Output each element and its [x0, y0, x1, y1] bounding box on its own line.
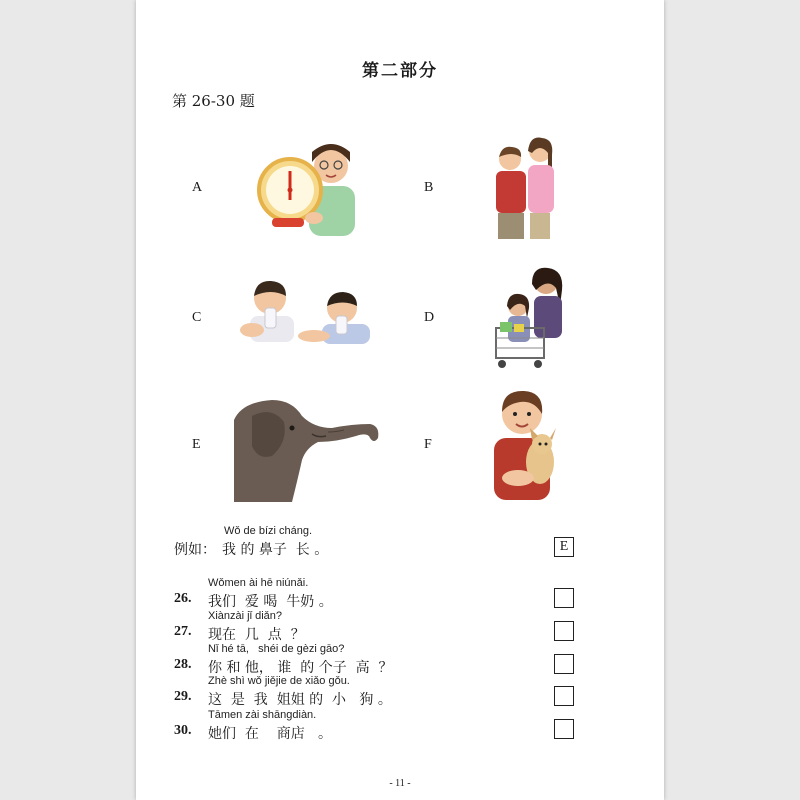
question-28-number: 28.: [174, 657, 192, 672]
question-27-answer-box[interactable]: [554, 621, 574, 641]
question-29-answer-box[interactable]: [554, 686, 574, 706]
example-answer-box: E: [554, 537, 574, 557]
picture-b-boy-girl: [492, 133, 562, 241]
exam-page: [136, 0, 664, 800]
option-label-d: D: [424, 310, 435, 325]
option-label-f: F: [424, 437, 432, 452]
question-28-pinyin: Nǐ hé tā, shéi de gèzi gāo?: [208, 643, 345, 655]
example-pinyin: Wǒ de bízi cháng.: [224, 525, 313, 537]
question-30-number: 30.: [174, 723, 192, 738]
question-28-answer-box[interactable]: [554, 654, 574, 674]
question-27-pinyin: Xiànzài jǐ diǎn?: [208, 610, 282, 622]
option-label-e: E: [192, 437, 201, 452]
question-29-pinyin: Zhè shì wǒ jiějie de xiǎo gǒu.: [208, 675, 350, 687]
picture-c-boys-milk: [238, 278, 374, 344]
question-30-hanzi: 她们 在 商店 。: [208, 726, 333, 742]
question-27-hanzi: 现在 几 点 ？: [208, 627, 305, 643]
option-label-a: A: [192, 180, 203, 195]
question-26-number: 26.: [174, 591, 192, 606]
question-26-pinyin: Wǒmen ài hē niúnǎi.: [208, 577, 309, 589]
question-30-pinyin: Tāmen zài shāngdiàn.: [208, 709, 317, 721]
question-26-hanzi: 我们 爱 喝 牛奶 。: [208, 594, 333, 610]
picture-e-elephant: [232, 398, 382, 502]
picture-f-boy-puppy: [490, 386, 562, 502]
option-label-c: C: [192, 310, 202, 325]
question-26-answer-box[interactable]: [554, 588, 574, 608]
option-label-b: B: [424, 180, 434, 195]
question-27-number: 27.: [174, 624, 192, 639]
example-label: 例如：: [174, 542, 216, 558]
question-29-hanzi: 这 是 我 姐姐 的 小 狗 。: [208, 692, 392, 708]
page-number: - 11 -: [389, 778, 411, 789]
question-29-number: 29.: [174, 689, 192, 704]
picture-d-shopping: [490, 266, 566, 372]
question-28-hanzi: 你 和 他， 谁 的 个子 高 ？: [208, 660, 393, 676]
picture-a-girl-clock: [254, 138, 364, 238]
question-range: 第 26-30 题: [172, 92, 255, 110]
example-hanzi: 我 的 鼻子 长 。: [222, 542, 329, 558]
question-30-answer-box[interactable]: [554, 719, 574, 739]
section-title: 第二部分: [362, 61, 438, 81]
